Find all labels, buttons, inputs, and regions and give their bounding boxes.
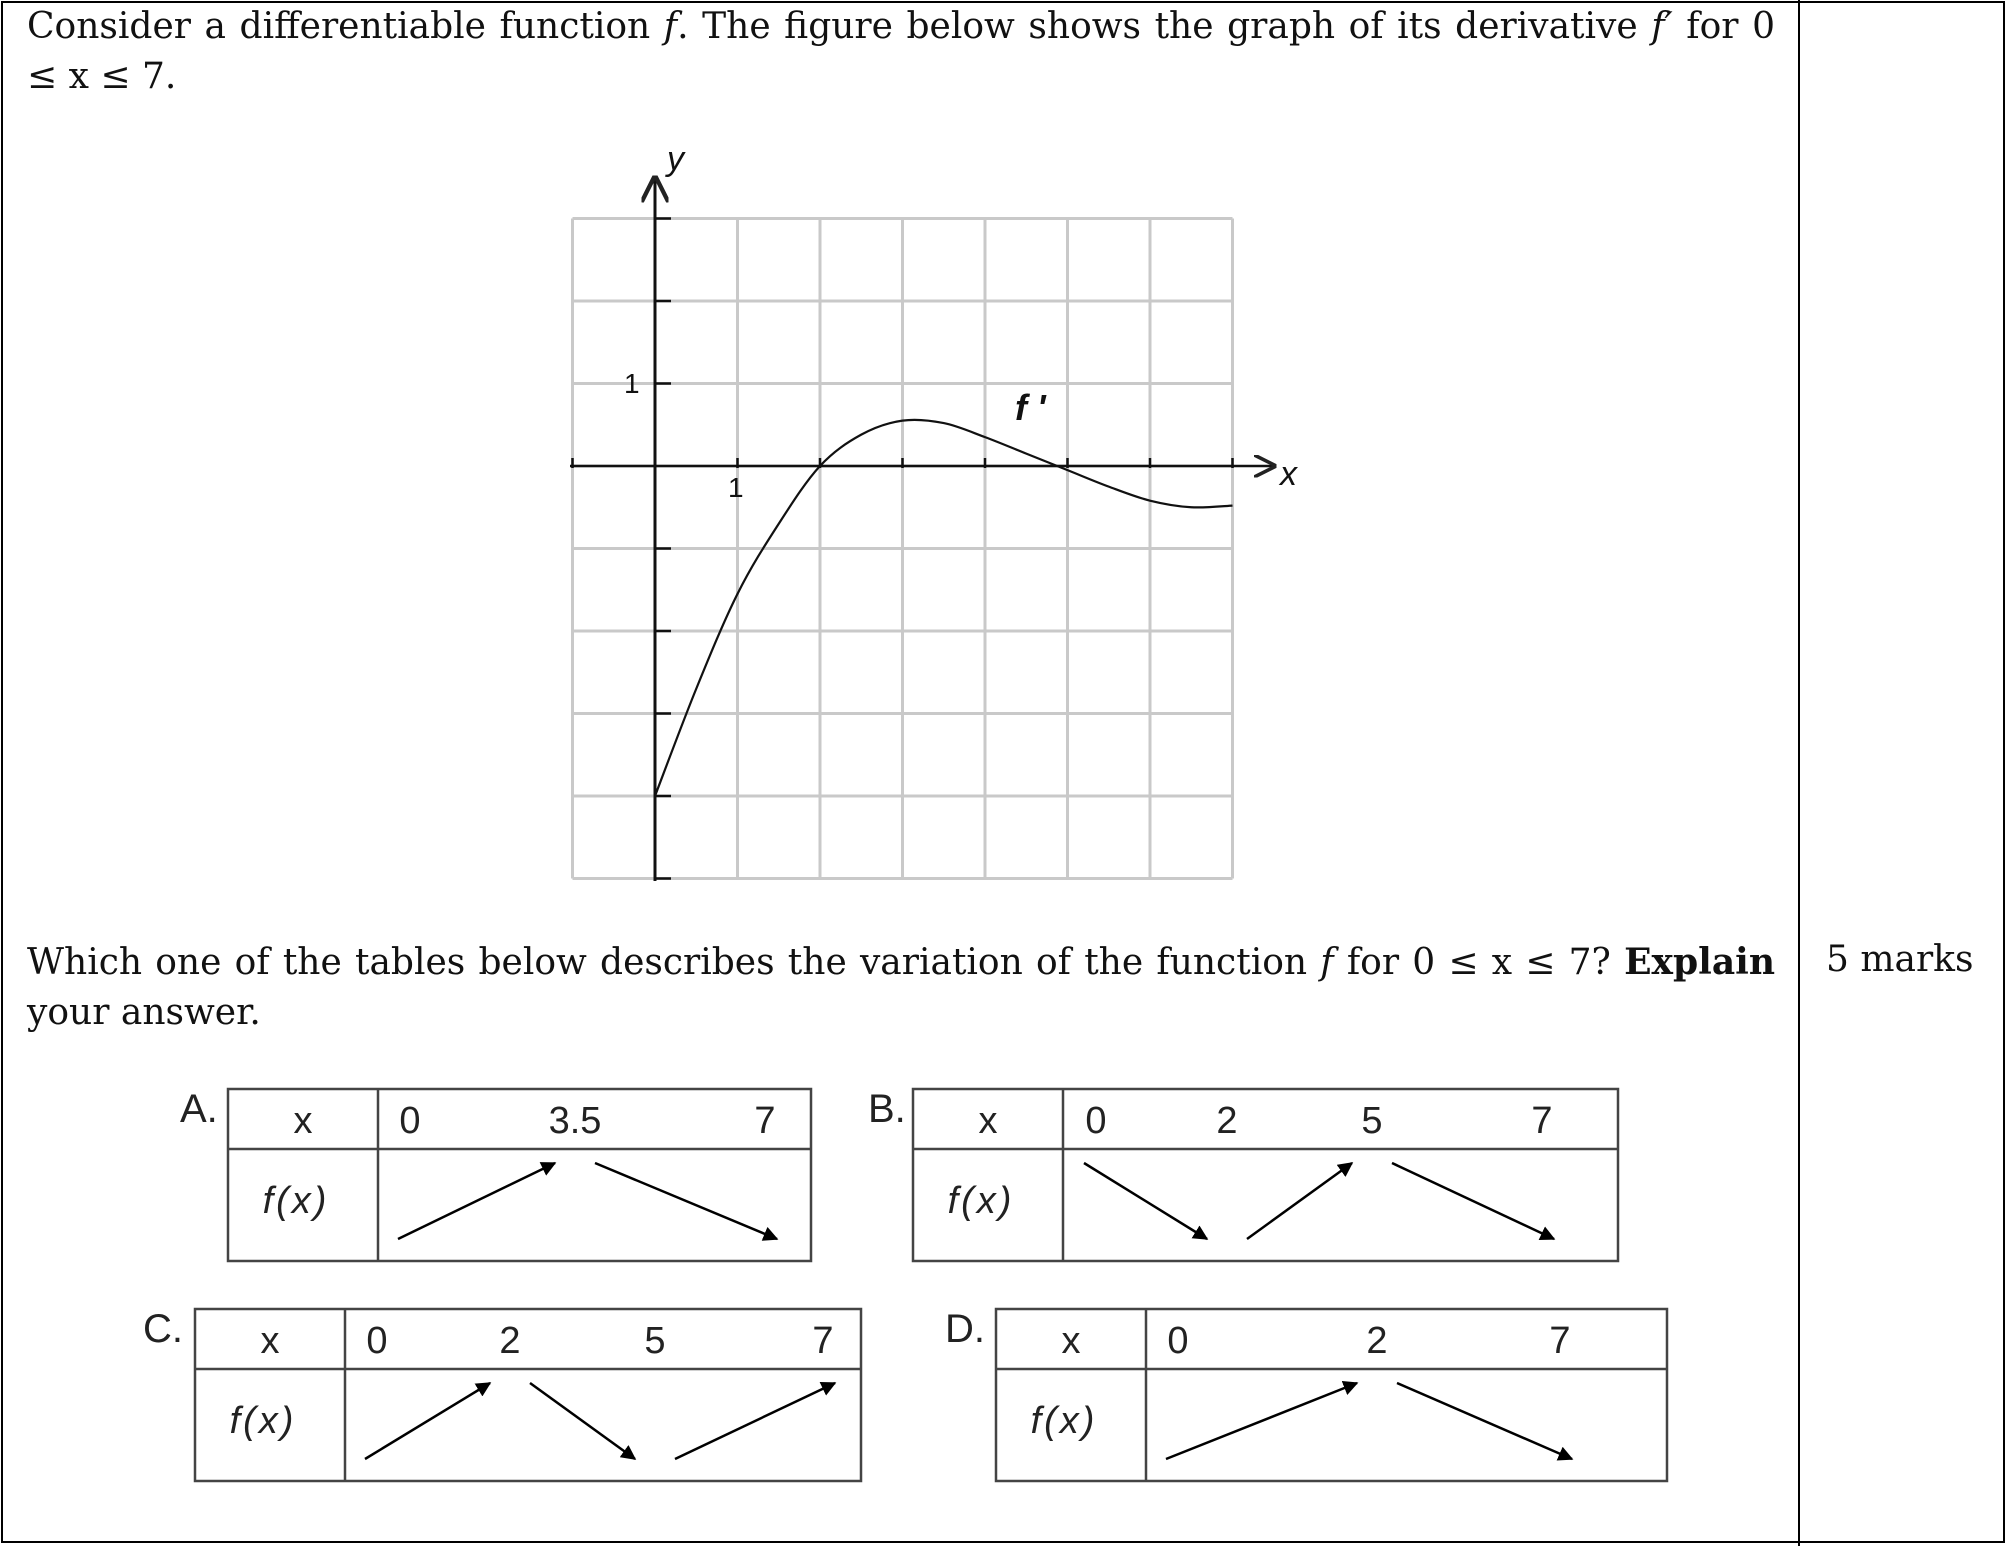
x-value-cell: 7 [754, 1100, 776, 1142]
table-border [195, 1309, 861, 1481]
domain-range: 0 ≤ x ≤ 7. [27, 6, 1775, 97]
intro-text: . The figure below shows the graph of its derivative [677, 6, 1638, 47]
x-value-cell: 0 [1085, 1100, 1107, 1142]
x-header-cell: x [293, 1100, 313, 1142]
decreasing-arrow [595, 1163, 777, 1239]
fx-header-cell: f(x) [947, 1180, 1015, 1222]
x-tick-label-1: 1 [728, 472, 744, 503]
explain-emphasis: Explain [1624, 941, 1775, 983]
variation-tables [0, 1070, 1780, 1490]
function-symbol: f [663, 6, 678, 47]
y-tick-label-1: 1 [624, 368, 640, 399]
table-option-a [180, 1087, 811, 1261]
x-value-cell: 2 [499, 1320, 521, 1362]
x-value-cell: 7 [1531, 1100, 1553, 1142]
ask-text: for 0 ≤ x ≤ 7? [1346, 942, 1611, 983]
x-value-cell: 7 [812, 1320, 834, 1362]
marks-column-divider [1798, 0, 1800, 1546]
table-option-b [868, 1087, 1618, 1261]
x-value-cell: 0 [366, 1320, 388, 1362]
curve-label: f ' [1015, 387, 1046, 428]
derivative-graph [540, 140, 1320, 900]
ask-text: Which one of the tables below describes the variation of the function [27, 942, 1308, 983]
decreasing-arrow [1084, 1163, 1207, 1239]
question-intro [27, 2, 1775, 102]
x-header-cell: x [978, 1100, 998, 1142]
table-border [913, 1089, 1618, 1261]
x-value-cell: 2 [1366, 1320, 1388, 1362]
decreasing-arrow [1392, 1163, 1554, 1239]
x-value-cell: 3.5 [548, 1100, 602, 1142]
option-letter: A. [180, 1087, 218, 1131]
increasing-arrow [398, 1163, 555, 1239]
table-option-c [143, 1307, 861, 1481]
derivative-symbol: f′ [1651, 6, 1673, 47]
x-value-cell: 7 [1549, 1320, 1571, 1362]
question-ask [27, 937, 1775, 1038]
option-letter: B. [868, 1087, 906, 1131]
option-letter: C. [143, 1307, 183, 1351]
x-header-cell: x [260, 1320, 280, 1362]
decreasing-arrow [1397, 1383, 1572, 1459]
x-value-cell: 0 [399, 1100, 421, 1142]
fx-header-cell: f(x) [262, 1180, 330, 1222]
table-border [228, 1089, 811, 1261]
x-axis-label: x [1280, 455, 1297, 493]
increasing-arrow [1247, 1163, 1352, 1239]
increasing-arrow [1166, 1383, 1357, 1459]
x-header-cell: x [1061, 1320, 1081, 1362]
increasing-arrow [675, 1383, 835, 1459]
graph-grid [573, 219, 1233, 879]
x-value-cell: 0 [1167, 1320, 1189, 1362]
intro-text: for [1686, 6, 1739, 47]
fx-header-cell: f(x) [229, 1400, 297, 1442]
increasing-arrow [365, 1383, 490, 1459]
intro-text: Consider a differentiable function [27, 6, 651, 47]
marks-value: 5 marks [1826, 939, 1974, 980]
option-letter: D. [945, 1307, 985, 1351]
y-axis-label: y [667, 140, 684, 178]
table-option-d [945, 1307, 1667, 1481]
function-symbol: f [1320, 942, 1334, 983]
decreasing-arrow [530, 1383, 635, 1459]
fx-header-cell: f(x) [1030, 1400, 1098, 1442]
ask-text: your answer. [27, 992, 261, 1033]
x-value-cell: 5 [644, 1320, 666, 1362]
x-value-cell: 5 [1361, 1100, 1383, 1142]
x-value-cell: 2 [1216, 1100, 1238, 1142]
